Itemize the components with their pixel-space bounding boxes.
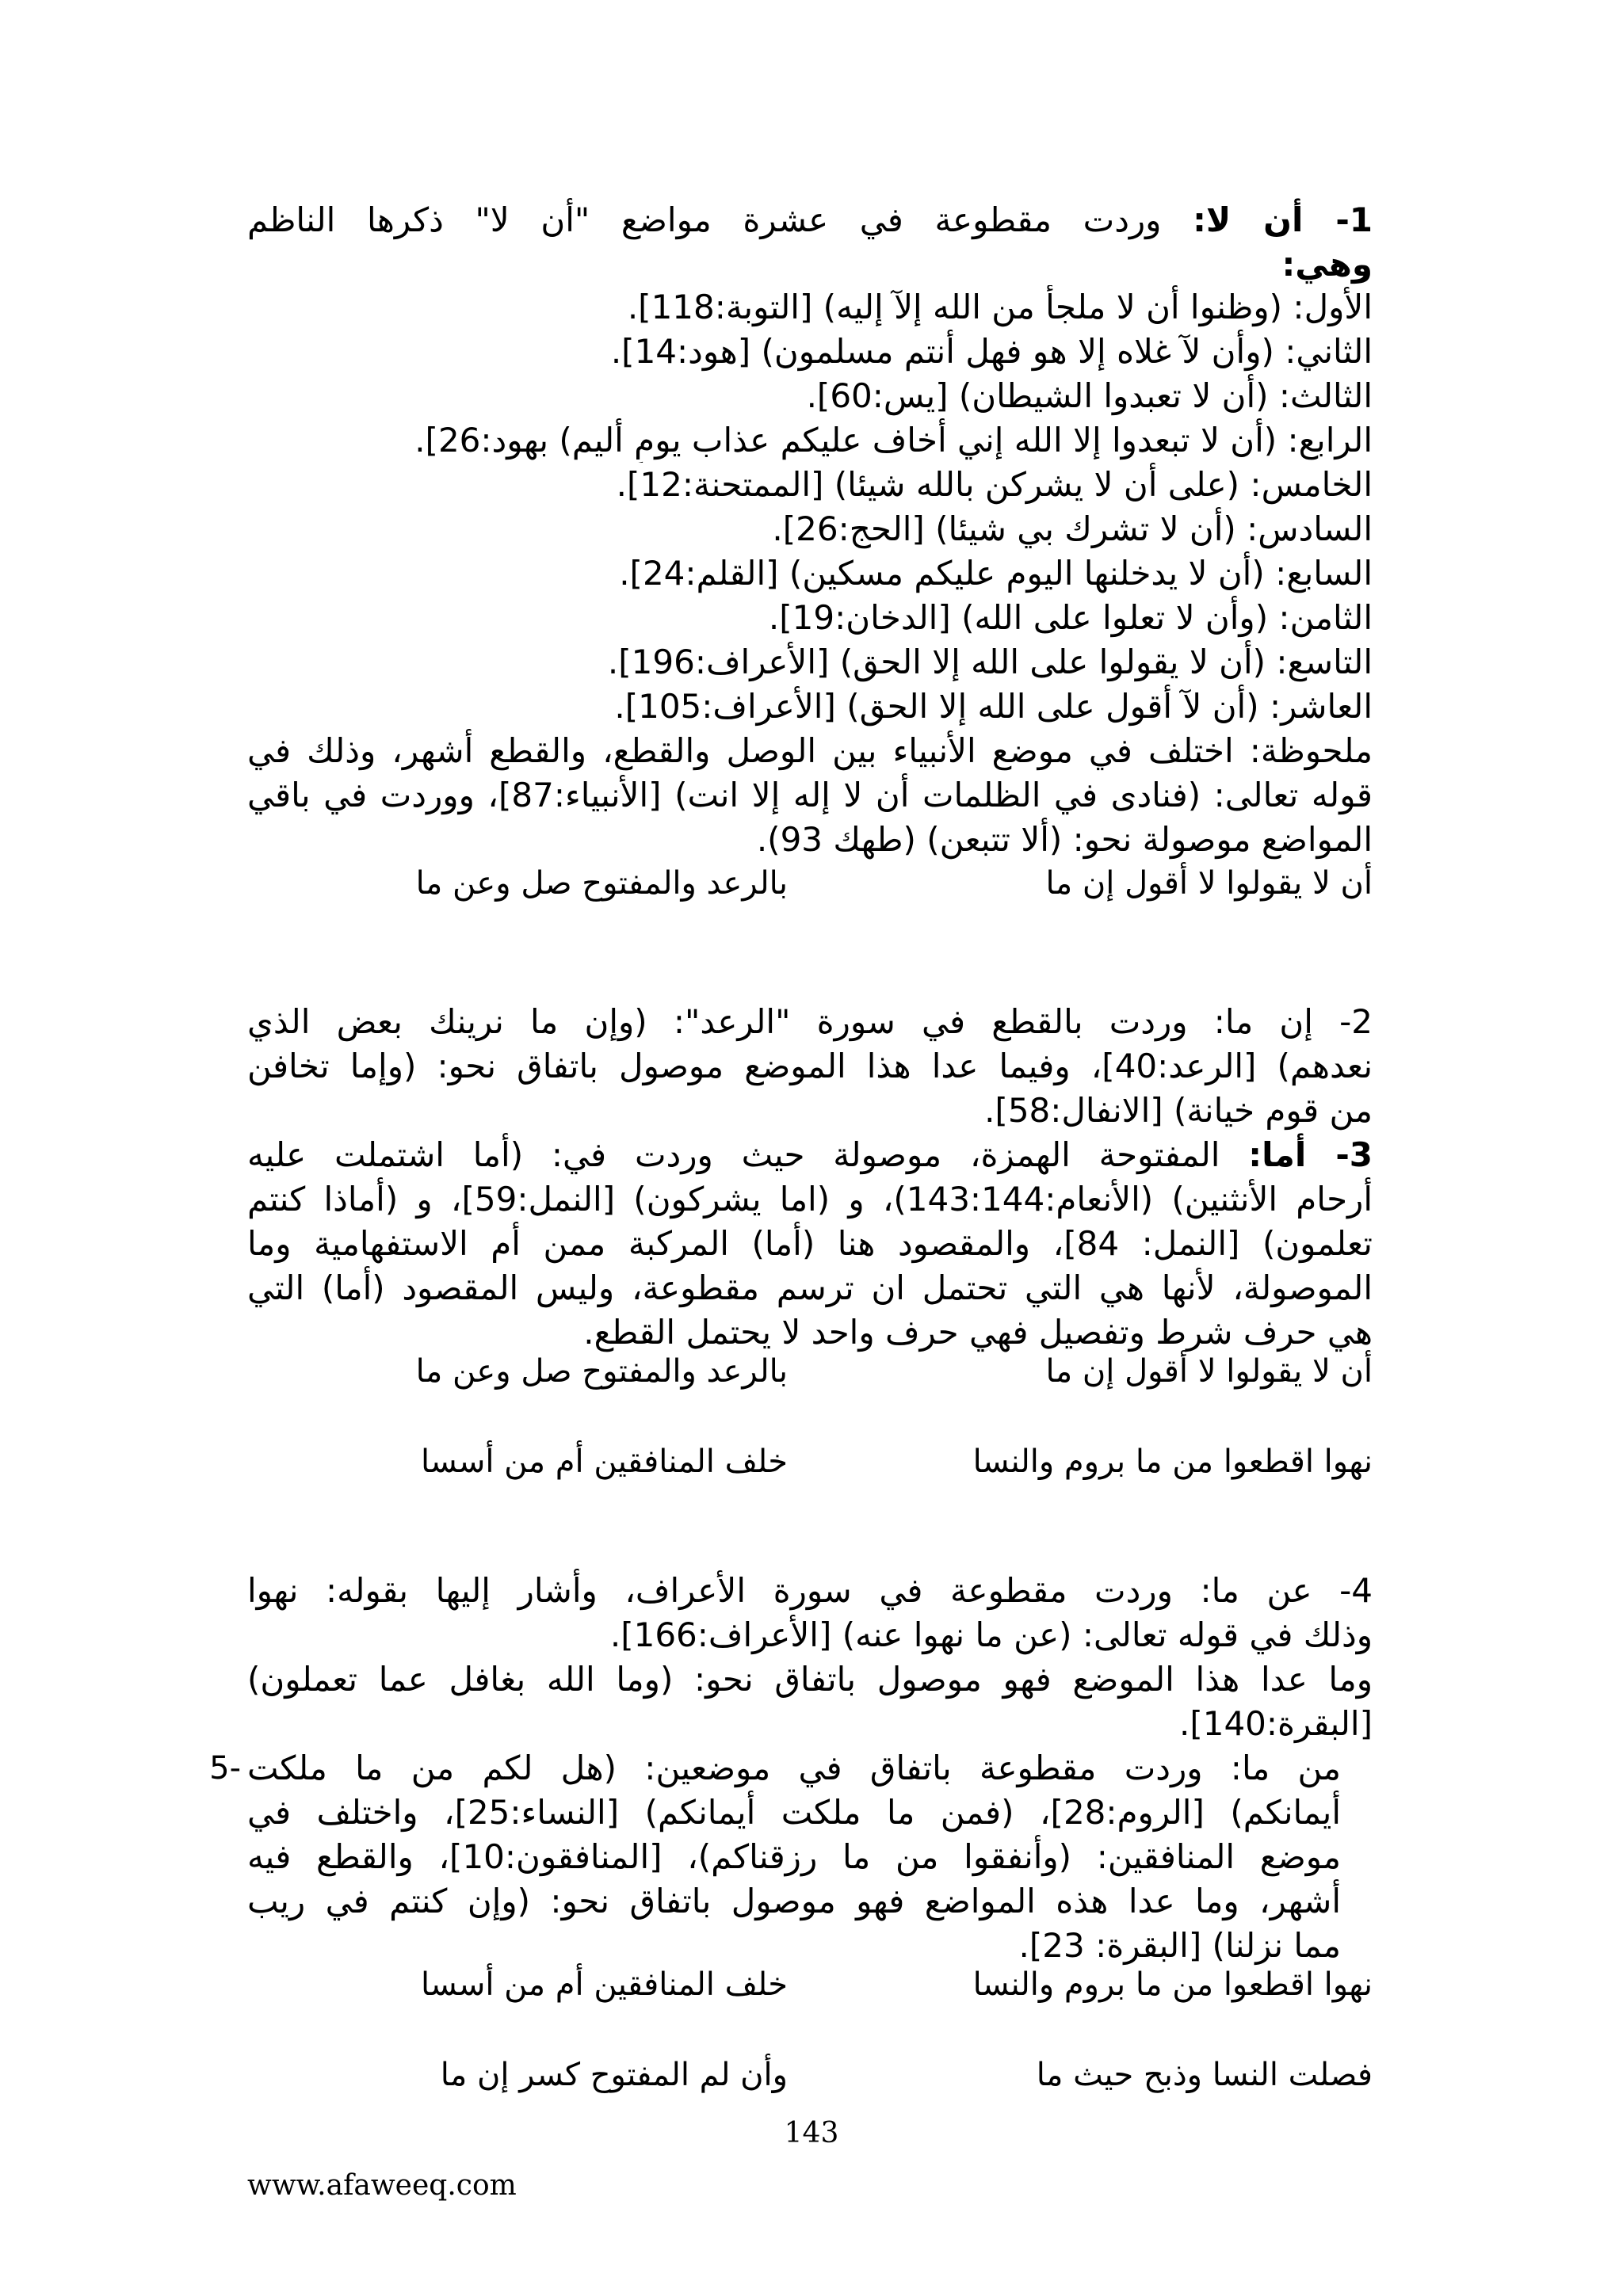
- verse-right: نهوا اقطعوا من ما بروم والنسا: [972, 1966, 1373, 2003]
- verse-left: بالرعد والمفتوح صل وعن ما: [415, 865, 788, 902]
- section-5-number: -5: [209, 1750, 241, 1787]
- paragraph-line: تعلمون) [النمل: 84]، والمقصود هنا (أما) المركبة ممن أم الاستفهامية وما: [247, 1224, 1373, 1263]
- note-line: قوله تعالى: (فنادى في الظلمات أن لا إله إلا انت) [الأنبياء:87]، ووردت في باقي: [247, 776, 1373, 814]
- list-item: الخامس: (على أن لا يشركن بالله شيئا) [الممتحنة:12].: [616, 465, 1373, 504]
- note-line: ملحوظة: اختلف في موضع الأنبياء بين الوصل والقطع، والقطع أشهر، وذلك في: [247, 731, 1373, 770]
- list-item: الثامن: (وأن لا تعلوا على الله) [الدخان:19].: [768, 598, 1373, 637]
- paragraph-line: [البقرة:140].: [1178, 1704, 1373, 1743]
- paragraph-line: مما نزلنا) [البقرة: 23].: [1018, 1926, 1341, 1965]
- paragraph-line: أيمانكم) [الروم:28]، (فمن ما ملكت أيمانكم) [النساء:25]، واختلف في: [247, 1793, 1341, 1832]
- list-item: الثالث: (أن لا تعبدوا الشيطان) [يس:60].: [806, 376, 1373, 415]
- section-3-heading: 3- أما: المفتوحة الهمزة، موصولة حيث وردت في: (أما اشتملت عليه: [247, 1135, 1373, 1174]
- section-1-title: 1- أن لا:: [1193, 200, 1373, 239]
- paragraph-line: من ما: وردت مقطوعة باتفاق في موضعين: (هل لكم من ما ملكت: [247, 1749, 1341, 1787]
- paragraph-line: وذلك في قوله تعالى: (عن ما نهوا عنه) [الأعراف:166].: [609, 1615, 1373, 1654]
- verse-right: أن لا يقولوا لا أقول إن ما: [1045, 1353, 1373, 1390]
- list-item: التاسع: (أن لا يقولوا على الله إلا الحق) [الأعراف:196].: [607, 643, 1373, 681]
- verse-left: خلف المنافقين أم من أسسا: [420, 1444, 788, 1480]
- paragraph-line: 2- إن ما: وردت بالقطع في سورة "الرعد": (وإن ما نرينك بعض الذي: [247, 1002, 1373, 1041]
- paragraph-line: من قوم خيانة) [الانفال:58].: [984, 1091, 1373, 1130]
- verse-left: وأن لم المفتوح كسر إن ما: [440, 2057, 788, 2093]
- section-3-title: 3- أما:: [1248, 1135, 1373, 1174]
- paragraph-line: هي حرف شرط وتفصيل فهي حرف واحد لا يحتمل القطع.: [583, 1313, 1373, 1352]
- paragraph-line: نعدهم) [الرعد:40]، وفيما عدا هذا الموضع موصول باتفاق نحو: (وإما تخافن: [247, 1047, 1373, 1085]
- paragraph-line: موضع المنافقين: (وأنفقوا من ما رزقناكم)، [المنافقون:10]، والقطع فيه: [247, 1837, 1341, 1876]
- list-item: الأول: (وظنوا أن لا ملجأ من الله إلآ إليه) [التوبة:118].: [627, 288, 1373, 326]
- paragraph-line: الموصولة، لأنها هي التي تحتمل ان ترسم مقطوعة، وليس المقصود (أما) التي: [247, 1268, 1373, 1307]
- paragraph-line: أشهر، وما عدا هذه المواضع فهو موصول باتفاق نحو: (وإن كنتم في ريب: [247, 1882, 1341, 1920]
- section-1-heading-text: وردت مقطوعة في عشرة مواضع "أن لا" ذكرها الناظم: [247, 200, 1162, 239]
- list-item: السابع: (أن لا يدخلنها اليوم عليكم مسكين) [القلم:24].: [619, 554, 1373, 593]
- verse-right: نهوا اقطعوا من ما بروم والنسا: [972, 1444, 1373, 1480]
- list-item: الرابع: (أن لا تبعدوا إلا الله إني أخاف عليكم عذاب يومٍ أليم) بهود:26].: [414, 421, 1373, 460]
- page-number: 143: [784, 2117, 839, 2149]
- section-1-heading: [247, 198, 1373, 242]
- verse-right: فصلت النسا وذبح حيث ما: [1036, 2057, 1373, 2093]
- list-item: الثاني: (وأن لآ غلاه إلا هو فهل أنتم مسلمون) [هود:14].: [610, 332, 1373, 371]
- paragraph-line: وما عدا هذا الموضع فهو موصول باتفاق نحو: (وما الله بغافل عما تعملون): [247, 1660, 1373, 1699]
- note-line: المواضع موصولة نحو: (ألا تتبعن) (طهك 93).: [756, 820, 1373, 859]
- list-item: السادس: (أن لا تشرك بي شيئا) [الحج:26].: [772, 509, 1373, 548]
- footer-url: www.afaweeq.com: [247, 2169, 517, 2202]
- paragraph-line: 4- عن ما: وردت مقطوعة في سورة الأعراف، وأشار إليها بقوله: نهوا: [247, 1571, 1373, 1610]
- paragraph-line: أرحام الأنثنين) (الأنعام:143:144)، و (اما يشركون) [النمل:59]، و (أماذا كنتم: [247, 1180, 1373, 1219]
- verse-right: أن لا يقولوا لا أقول إن ما: [1045, 865, 1373, 902]
- verse-left: بالرعد والمفتوح صل وعن ما: [415, 1353, 788, 1390]
- list-item: العاشر: (أن لآ أقول على الله إلا الحق) [الأعراف:105].: [614, 687, 1373, 726]
- verse-left: خلف المنافقين أم من أسسا: [420, 1966, 788, 2003]
- section-1-heading-cont: وهي:: [1281, 245, 1373, 284]
